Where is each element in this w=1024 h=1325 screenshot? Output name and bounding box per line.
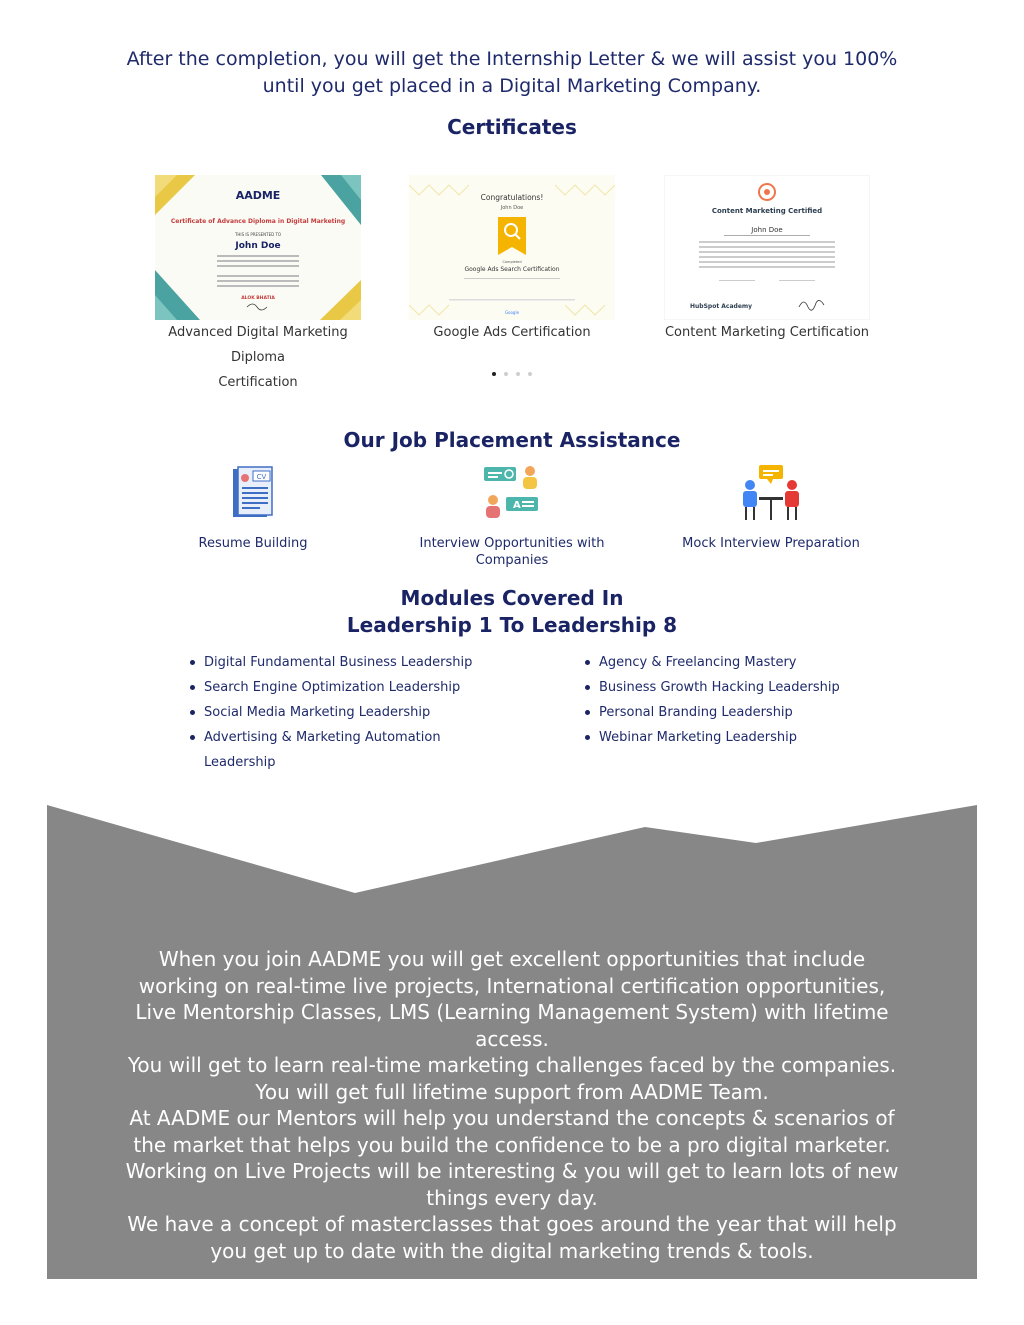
cert-google-name: Google Ads Search Certification [464, 266, 560, 273]
cert-presented: THIS IS PRESENTED TO [234, 232, 282, 237]
certificates-heading: Certificates [447, 115, 577, 139]
cert-signer: ALOK BHATIA [241, 296, 275, 301]
cert-logo: AADME [235, 189, 281, 202]
job-label-mock-interview: Mock Interview Preparation [682, 536, 860, 551]
list-item: Agency & Freelancing Mastery [583, 650, 873, 675]
carousel-pagination [490, 372, 540, 382]
certificate-caption-google-ads: Google Ads Certification [433, 325, 591, 340]
diploma-certificate-image [155, 175, 361, 320]
carousel-dot-4[interactable] [528, 372, 532, 376]
certificate-caption-content-marketing: Content Marketing Certification [664, 325, 870, 340]
cert-title: Content Marketing Certified [711, 207, 823, 215]
cert-title: Congratulations! [480, 193, 544, 202]
intro-line-1: After the completion, you will get the Internship Letter & we will assist you 100% [126, 48, 898, 70]
resume-cv-icon [230, 465, 276, 521]
svg-text:A: A [513, 500, 521, 511]
google-ads-certificate-image [409, 175, 615, 320]
benefits-line-2: You will get to learn real-time marketing challenges faced by the companies. [127, 1053, 897, 1077]
cert-brand: Google [504, 310, 520, 315]
carousel-dot-1[interactable] [492, 372, 496, 376]
list-item: Advertising & Marketing Automation Leadership [188, 725, 444, 775]
modules-heading: Modules Covered In Leadership 1 To Leadership 8 [346, 586, 678, 637]
benefits-line-5: Working on Live Projects will be interesting & you will get to learn lots of new things every day. [125, 1159, 899, 1210]
certificate-card-diploma[interactable] [155, 175, 361, 320]
cert-brand: HubSpot Academy [690, 303, 753, 310]
list-item: Social Media Marketing Leadership [188, 700, 478, 725]
mock-interview-icon [741, 463, 801, 523]
list-item: Search Engine Optimization Leadership [188, 675, 478, 700]
list-item: Personal Branding Leadership [583, 700, 873, 725]
intro-line-2: until you get placed in a Digital Marketing Company. [262, 75, 762, 97]
job-placement-heading: Our Job Placement Assistance [343, 428, 681, 452]
benefits-line-6: We have a concept of masterclasses that goes around the year that will help you get up to date with the digital marketing trends & tools. [127, 1212, 897, 1263]
job-label-interview: Interview Opportunities with Companies [419, 536, 605, 568]
modules-list-right [583, 650, 873, 750]
svg-text:CV: CV [256, 473, 267, 481]
interview-chat-icon [482, 463, 542, 523]
benefits-line-3: You will get full lifetime support from AADME Team. [255, 1079, 769, 1104]
cert-name: John Doe [500, 205, 524, 211]
carousel-dot-3[interactable] [516, 372, 520, 376]
cert-name: John Doe [235, 241, 281, 251]
list-item: Business Growth Hacking Leadership [583, 675, 873, 700]
modules-list-left [188, 650, 478, 775]
certificate-card-google-ads[interactable] [409, 175, 615, 320]
carousel-dot-2[interactable] [504, 372, 508, 376]
list-item: Digital Fundamental Business Leadership [188, 650, 478, 675]
benefits-line-4: At AADME our Mentors will help you understand the concepts & scenarios of the market that helps you build the confidence to be a pro digital marketer. [129, 1106, 895, 1157]
certificate-card-content-marketing[interactable] [664, 175, 870, 320]
cert-name: John Doe [751, 226, 783, 234]
cert-completed: Completed [502, 260, 522, 264]
cert-title: Certificate of Advance Diploma in Digital Marketing [170, 218, 346, 225]
job-label-resume: Resume Building [198, 536, 308, 551]
list-item: Webinar Marketing Leadership [583, 725, 873, 750]
certificate-caption-diploma: Advanced Digital Marketing Diploma Certification [168, 325, 348, 390]
benefits-text [120, 946, 904, 1264]
benefits-line-1: When you join AADME you will get excellent opportunities that include working on real-time live projects, International certification opportunities, Live Mentorship Classes, LMS (Learning Management System) with lifetime access. [135, 947, 889, 1051]
content-marketing-certificate-image [664, 175, 870, 320]
intro-text [0, 46, 1024, 100]
